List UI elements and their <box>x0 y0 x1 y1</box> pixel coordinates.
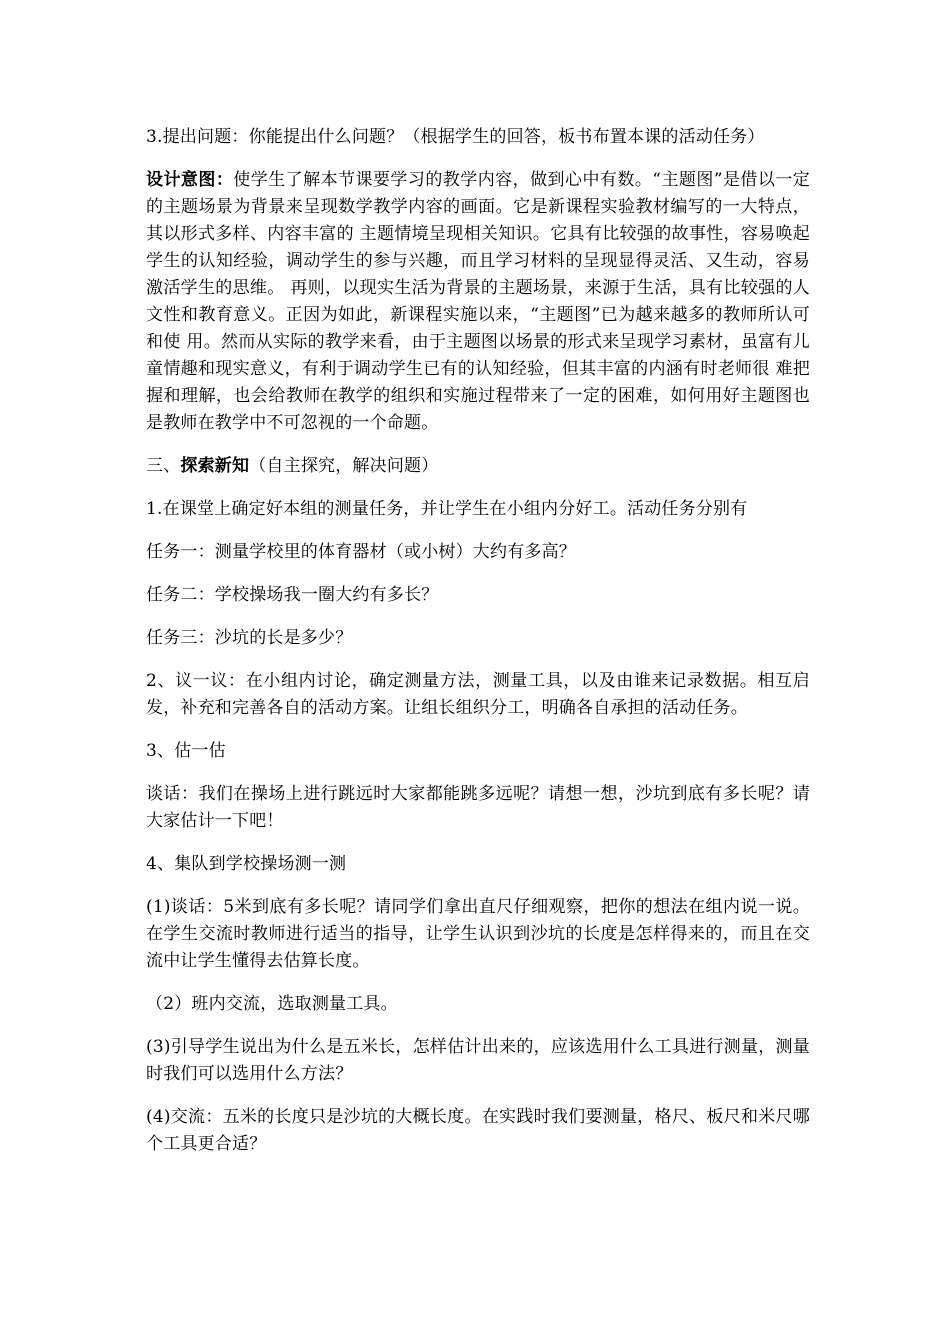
section-subtitle: （自主探究，解决问题） <box>249 456 439 476</box>
step-two-paragraph: （2）班内交流，选取测量工具。 <box>146 994 398 1014</box>
step-one-paragraph: (1)谈话：5米到底有多长呢？请同学们拿出直尺仔细观察，把你的想法在组内说一说。在学生交流时教师进行适当的指导，让学生认识到沙坑的长度是怎样得来的，而且在交流中让学生懂得去估算长度。 <box>146 897 810 971</box>
task-two: 任务二：学校操场我一圈大约有多长？ <box>146 585 439 605</box>
step-four-paragraph: (4)交流：五米的长度只是沙坑的大概长度。在实践时我们要测量，格尺、板尺和米尺哪个工具更合适？ <box>146 1107 810 1154</box>
design-intent-paragraph <box>146 167 810 437</box>
section-title: 探索新知 <box>180 456 250 476</box>
section-heading <box>146 453 810 480</box>
estimate-talk-paragraph: 谈话：我们在操场上进行跳远时大家都能跳多远呢？请想一想，沙坑到底有多长呢？请大家估计一下吧！ <box>146 784 810 831</box>
question-paragraph: 3.提出问题：你能提出什么问题？（根据学生的回答，板书布置本课的活动任务） <box>146 127 765 147</box>
section-number: 三、 <box>146 456 181 476</box>
discuss-paragraph: 2、议一议：在小组内讨论，确定测量方法，测量工具，以及由谁来记录数据。相互启发，补充和完善各自的活动方案。让组长组织分工，明确各自承担的活动任务。 <box>146 671 810 718</box>
measure-heading: 4、集队到学校操场测一测 <box>146 854 347 874</box>
estimate-heading: 3、估一估 <box>146 741 226 761</box>
step-three-paragraph: (3)引导学生说出为什么是五米长，怎样估计出来的，应该选用什么工具进行测量，测量时我们可以选用什么方法？ <box>146 1037 810 1084</box>
document-page <box>146 124 810 1174</box>
task-three: 任务三：沙坑的长是多少？ <box>146 628 353 648</box>
task-one: 任务一：测量学校里的体育器材（或小树）大约有多高？ <box>146 542 576 562</box>
design-intent-label: 设计意图： <box>146 170 234 190</box>
design-intent-text: 使学生了解本节课要学习的教学内容，做到心中有数。“主题图”是借以一定的主题场景为背景来呈现数学教学内容的画面。它是新课程实验教材编写的一大特点，其以形式多样、内容丰富的 主题情境呈现相关知识。它具有比较强的故事性，容易唤起学生的认知经验，调动学生的参与兴趣，而且学习材料的呈现显得灵活、又生动，容易激活学生的思维。 再则，以现实生活为背景的主题场景，来源于生活，具有比较强的人文性和教育意义。正因为如此，新课程实施以来，“主题图”已为越来越多的教师所认可和使 用。然而从实际的教学来看，由于主题图以场景的形式来呈现学习素材，虽富有儿童情趣和现实意义，有利于调动学生已有的认知经验，但其丰富的内涵有时老师很 难把握和理解，也会给教师在教学的组织和实施过程带来了一定的困难，如何用好主题图也是教师在教学中不可忽视的一个命题。 <box>146 170 810 433</box>
task-intro-paragraph: 1.在课堂上确定好本组的测量任务，并让学生在小组内分好工。活动任务分别有 <box>146 499 748 519</box>
